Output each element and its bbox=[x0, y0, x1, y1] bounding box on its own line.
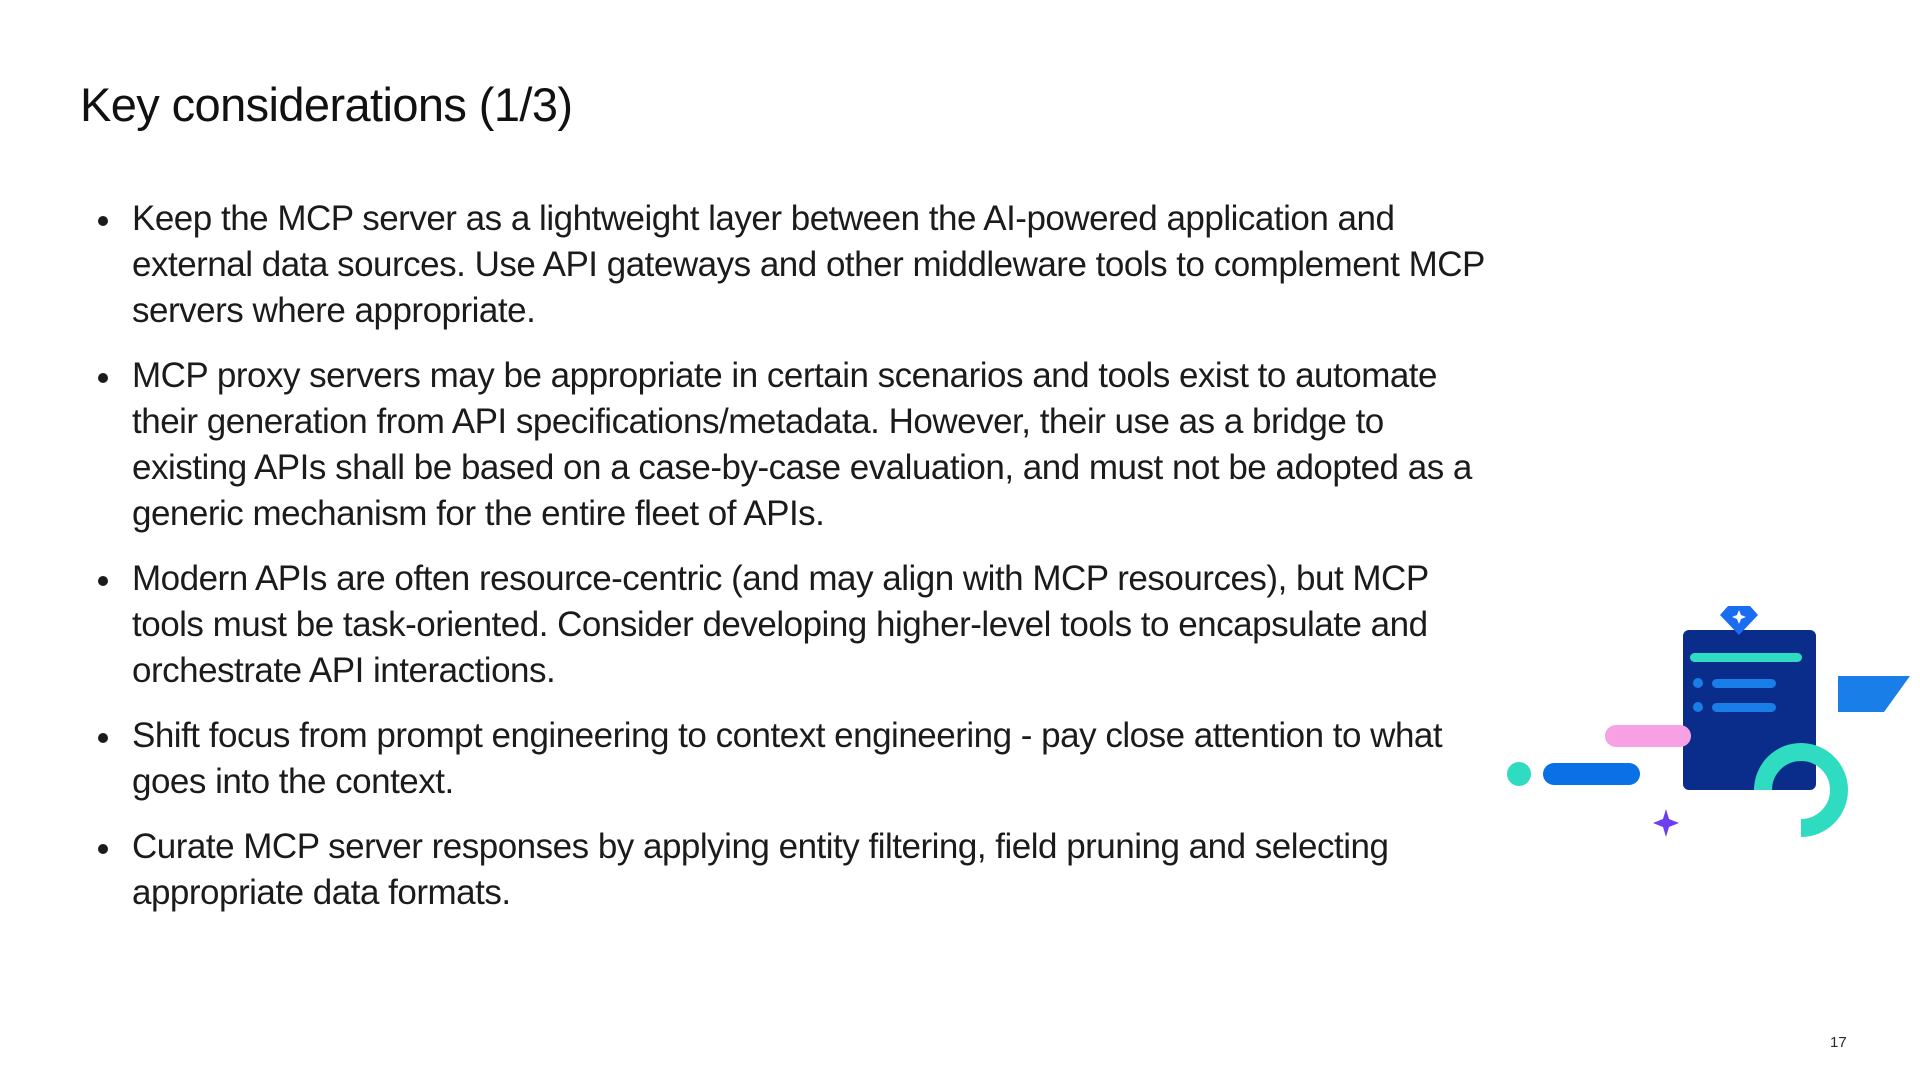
bullet-text: MCP proxy servers may be appropriate in certain scenarios and tools exist to automate their generation from API specifications/metadata. However, their use as a bridge to existing APIs shall be based on a case-by-case evaluation, and must not be adopted as a generic mechanism for the entire fleet of APIs. bbox=[132, 356, 1472, 533]
clipboard-dot-icon bbox=[1693, 702, 1703, 712]
bullet-text: Curate MCP server responses by applying entity filtering, field pruning and selecting appropriate data formats. bbox=[132, 827, 1389, 912]
bullet-item bbox=[96, 556, 1496, 694]
blue-pill-icon bbox=[1543, 763, 1640, 785]
bullet-dot-icon bbox=[98, 844, 108, 854]
clipboard-line-icon bbox=[1712, 679, 1776, 688]
clipboard-dot-icon bbox=[1693, 678, 1703, 688]
bullet-text: Shift focus from prompt engineering to context engineering - pay close attention to what goes into the context. bbox=[132, 716, 1443, 801]
bullet-item bbox=[96, 353, 1496, 537]
bullet-text: Keep the MCP server as a lightweight layer between the AI-powered application and external data sources. Use API gateways and other middleware tools to complement MCP servers where appropriate. bbox=[132, 199, 1485, 330]
pink-pill-icon bbox=[1605, 725, 1691, 747]
bullet-item bbox=[96, 824, 1496, 916]
clipboard-illustration-icon bbox=[1500, 596, 1920, 846]
teal-dot-icon bbox=[1507, 762, 1531, 786]
bullet-item bbox=[96, 196, 1496, 334]
bullet-item bbox=[96, 713, 1496, 805]
sparkle-icon bbox=[1653, 809, 1679, 837]
bullet-dot-icon bbox=[98, 216, 108, 226]
clipboard-line-icon bbox=[1690, 653, 1802, 662]
parallelogram-shape-icon bbox=[1838, 676, 1910, 712]
bullet-text: Modern APIs are often resource-centric (and may align with MCP resources), but MCP tools must be task-oriented. Consider developing higher-level tools to encapsulate and orchestrate API interactions. bbox=[132, 559, 1429, 690]
clipboard-line-icon bbox=[1712, 703, 1776, 712]
slide-title: Key considerations (1/3) bbox=[80, 78, 573, 131]
page-number: 17 bbox=[1830, 1034, 1847, 1051]
bullet-dot-icon bbox=[98, 373, 108, 383]
bullet-dot-icon bbox=[98, 733, 108, 743]
bullet-list bbox=[96, 196, 1496, 935]
bullet-dot-icon bbox=[98, 576, 108, 586]
